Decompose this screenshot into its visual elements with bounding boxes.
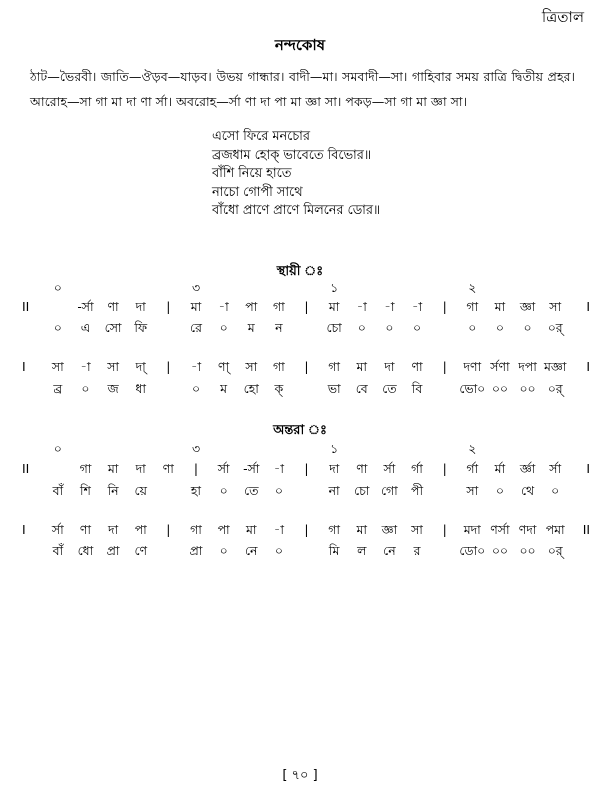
- swara-note: ণা: [107, 299, 119, 314]
- lyric-syllable: বাঁ: [52, 543, 64, 558]
- swara-note: দা: [384, 359, 395, 374]
- swara-note: দা: [135, 299, 146, 314]
- lyric-syllable: র: [413, 543, 421, 558]
- taal-mark: ৩: [191, 441, 200, 456]
- swara-note: মা: [494, 299, 506, 314]
- swara-note: র্মা: [494, 461, 506, 476]
- swara-note: দপা: [518, 359, 537, 374]
- swara-note: মা: [356, 359, 367, 374]
- swara-note: গা: [273, 299, 285, 314]
- lyric-syllable: বি: [411, 381, 423, 396]
- lyric-syllable: ০০: [519, 543, 536, 558]
- lyric-syllable: চো: [354, 483, 370, 498]
- lyric-syllable: পী: [411, 483, 423, 498]
- lyric-syllable: ধো: [77, 543, 94, 558]
- vibhag-bar: |: [442, 299, 447, 314]
- swara-note: ণর্সা: [490, 522, 510, 537]
- swara-note: সা: [549, 299, 562, 314]
- lyric-syllable: ০: [53, 320, 62, 335]
- swara-note: র্সা: [51, 522, 64, 537]
- swara-note: দা: [329, 461, 340, 476]
- lyric-syllable: থে: [521, 483, 535, 498]
- lyric-syllable: ০০: [519, 381, 536, 396]
- antara-bani-line-2: [22, 543, 590, 563]
- swara-note: জ্ঞা: [519, 299, 536, 314]
- lyric-syllable: ন: [275, 320, 283, 335]
- lyric-syllable: ০০: [491, 543, 508, 558]
- swara-note: র্সা: [383, 461, 396, 476]
- lyric-syllable: ম: [247, 320, 255, 335]
- swara-note: মা: [328, 299, 340, 314]
- swara-note: সা: [411, 522, 423, 537]
- taal-mark: ২: [468, 280, 477, 295]
- swara-note: মজ্ঞা: [544, 359, 567, 374]
- swara-note: -া: [356, 299, 367, 314]
- swara-note: দা্: [135, 359, 146, 374]
- vibhag-bar: |: [166, 299, 171, 314]
- lyric-syllable: ০র্: [547, 320, 563, 335]
- swara-note: গা: [79, 461, 92, 476]
- lyric-syllable: রে: [190, 320, 202, 335]
- lyric-syllable: ক্: [274, 381, 284, 396]
- lyric-syllable: না: [328, 483, 340, 498]
- lyric-syllable: ০র্: [547, 381, 563, 396]
- vibhag-bar: |: [442, 522, 447, 537]
- vibhag-bar: |: [442, 461, 447, 476]
- swara-note: -া: [218, 299, 229, 314]
- lyric-syllable: ০: [219, 483, 228, 498]
- vibhag-bar: |: [193, 461, 199, 476]
- start-marker: II: [22, 461, 30, 476]
- swara-note: র্গা: [411, 461, 423, 476]
- swara-note: সা: [107, 359, 119, 374]
- lyric-syllable: ধা: [135, 381, 146, 396]
- swara-note: দণা: [463, 359, 482, 374]
- swara-note: র্গা: [466, 461, 479, 476]
- lyric-line: এসো ফিরে মনচোর: [212, 129, 310, 144]
- lyric-syllable: মি: [328, 543, 340, 558]
- lyric-syllable: তে: [244, 483, 259, 498]
- end-marker: II: [582, 522, 590, 537]
- lyric-syllable: শি: [79, 483, 91, 498]
- sthayi-taal-marks: [22, 280, 590, 300]
- swara-note: পা: [245, 299, 258, 314]
- lyric-syllable: সা: [466, 483, 479, 498]
- lyric-syllable: ০: [191, 381, 200, 396]
- swara-note: গা: [273, 359, 285, 374]
- swara-note: দা: [108, 522, 119, 537]
- vibhag-bar: |: [304, 299, 309, 314]
- lyric-syllable: বে: [355, 381, 368, 396]
- lyric-syllable: নে: [245, 543, 258, 558]
- lyric-syllable: হো: [243, 381, 259, 396]
- lyric-syllable: নি: [107, 483, 119, 498]
- swara-note: গা: [328, 359, 340, 374]
- lyric-syllable: ০: [274, 543, 283, 558]
- swara-note: -র্সা: [77, 299, 94, 314]
- antara-swara-line-2: [22, 522, 590, 542]
- lyric-syllable: হা: [190, 483, 202, 498]
- swara-note: গা: [328, 522, 340, 537]
- taal-mark: ০: [53, 441, 62, 456]
- lyric-syllable: গো: [381, 483, 398, 498]
- swara-note: গা: [466, 299, 479, 314]
- lyric-syllable: তে: [382, 381, 397, 396]
- swara-note: র্সা: [217, 461, 230, 476]
- vibhag-bar: |: [304, 522, 309, 537]
- lyric-syllable: ০: [274, 483, 283, 498]
- lyric-syllable: ব্র: [53, 381, 63, 396]
- vibhag-bar: |: [304, 359, 309, 374]
- swara-note: সা: [51, 359, 64, 374]
- antara-taal-marks: [22, 441, 590, 461]
- swara-note: পা: [134, 522, 147, 537]
- lyric-syllable: ভো০: [459, 381, 486, 396]
- antara-swara-line-1: [22, 461, 590, 481]
- swara-note: গা: [190, 522, 202, 537]
- swara-note: র্জ্ঞা: [519, 461, 536, 476]
- swara-note: র্সা: [549, 461, 562, 476]
- lyric-syllable: ০র্: [547, 543, 563, 558]
- swara-note: ণা: [356, 461, 368, 476]
- vibhag-bar: |: [166, 359, 171, 374]
- lyric-syllable: প্রা: [189, 543, 203, 558]
- lyric-syllable: ০: [551, 483, 560, 498]
- start-marker: I: [22, 522, 26, 537]
- lyric-syllable: চো: [326, 320, 342, 335]
- swara-note: মদা: [463, 522, 481, 537]
- lyric-syllable: ফি: [134, 320, 148, 335]
- sthayi-swara-line-1: [22, 299, 590, 319]
- raga-description: ঠাট—ভৈরবী। জাতি—ঔড়ব—যাড়ব। উভয় গান্ধার। বাদী—মা। সমবাদী—সা। গাহিবার সময় রাত্রি দ্বিতীয় প্রহর। আরোহ—সা গা মা দা ণা র্সা। অবরোহ—র্সা ণা দা পা মা জ্ঞা সা। পকড়—সা গা মা জ্ঞা সা।: [30, 69, 575, 109]
- vibhag-bar: |: [442, 359, 447, 374]
- lyric-line: বাঁশি নিয়ে হাতে: [212, 166, 292, 182]
- lyric-syllable: ণে: [134, 543, 147, 558]
- lyric-syllable: ০: [495, 483, 504, 498]
- swara-note: ণদা: [518, 522, 537, 537]
- swara-note: দা: [135, 461, 146, 476]
- lyric-syllable: ০: [523, 320, 532, 335]
- swara-note: -া: [384, 299, 395, 314]
- antara-bani-line-1: [22, 483, 590, 503]
- swara-note: -া: [411, 299, 423, 314]
- swara-note: মা: [190, 299, 202, 314]
- taal-mark: ৩: [191, 280, 200, 295]
- lyric-syllable: ০: [468, 320, 477, 335]
- lyric-syllable: বাঁ: [52, 483, 64, 498]
- antara-heading: অন্তরা ঃ: [273, 423, 327, 438]
- swara-note: মা: [107, 461, 119, 476]
- swara-note: সা: [245, 359, 258, 374]
- lyric-syllable: ০: [81, 381, 90, 396]
- lyric-syllable: এ: [80, 320, 91, 335]
- taal-mark: ১: [330, 280, 339, 295]
- end-marker: I: [586, 299, 590, 314]
- lyric-syllable: য়ে: [134, 483, 147, 498]
- lyric-syllable: ডো০: [459, 543, 486, 558]
- vibhag-bar: |: [166, 522, 171, 537]
- swara-note: পমা: [545, 522, 565, 537]
- end-marker: I: [586, 359, 590, 374]
- lyric-syllable: ০: [357, 320, 366, 335]
- raga-title: নন্দকোষ: [274, 36, 326, 54]
- lyric-syllable: সো: [104, 320, 122, 335]
- lyric-syllable: ০: [495, 320, 504, 335]
- lyric-syllable: ০০: [491, 381, 508, 396]
- lyric-syllable: ০: [385, 320, 394, 335]
- lyric-syllable: ০: [219, 320, 228, 335]
- taal-label: ত্রিতাল: [541, 8, 584, 26]
- lyric-syllable: ০: [412, 320, 422, 335]
- taal-mark: ২: [468, 441, 477, 456]
- start-marker: II: [22, 299, 30, 314]
- lyric-line: নাচো গোপী সাথে: [212, 184, 303, 200]
- swara-note: ণা: [411, 359, 423, 374]
- swara-note: -া: [80, 359, 91, 374]
- sthayi-swara-line-2: [22, 359, 590, 379]
- swara-note: ণা: [162, 461, 174, 476]
- swara-note: -া: [273, 461, 284, 476]
- lyric-line: ব্রজধাম হোক্‌ ভাবেতে বিভোর॥: [212, 147, 372, 163]
- lyric-syllable: ল: [357, 543, 367, 558]
- start-marker: I: [22, 359, 26, 374]
- lyric-line: বাঁধো প্রাণে প্রাণে মিলনের ডোর॥: [212, 203, 381, 219]
- lyric-syllable: ভা: [327, 381, 341, 396]
- swara-note: মা: [356, 522, 367, 537]
- taal-mark: ০: [53, 280, 62, 295]
- swara-note: -া: [190, 359, 202, 374]
- lyric-syllable: নে: [383, 543, 396, 558]
- swara-note: র্সণা: [490, 359, 510, 374]
- sthayi-bani-line-1: [22, 320, 590, 340]
- swara-note: -র্সা: [243, 461, 260, 476]
- lyric-syllable: ম: [220, 381, 228, 396]
- lyric-syllable: ০: [219, 543, 228, 558]
- lyric-syllable: জ: [107, 381, 119, 396]
- page-number: [ ৭০ ]: [282, 768, 318, 783]
- sthayi-bani-line-2: [22, 381, 590, 401]
- swara-note: মা: [245, 522, 257, 537]
- swara-note: পা: [217, 522, 230, 537]
- swara-note: ণা্: [218, 359, 230, 374]
- swara-note: ণা: [79, 522, 91, 537]
- lyric-syllable: প্রা: [106, 543, 120, 558]
- song-lyrics: [212, 128, 380, 221]
- sthayi-heading: স্থায়ী ঃ: [276, 264, 324, 279]
- end-marker: I: [586, 461, 590, 476]
- swara-note: জ্ঞা: [381, 522, 398, 537]
- vibhag-bar: |: [304, 461, 309, 476]
- taal-mark: ১: [330, 441, 339, 456]
- swara-note: -া: [273, 522, 284, 537]
